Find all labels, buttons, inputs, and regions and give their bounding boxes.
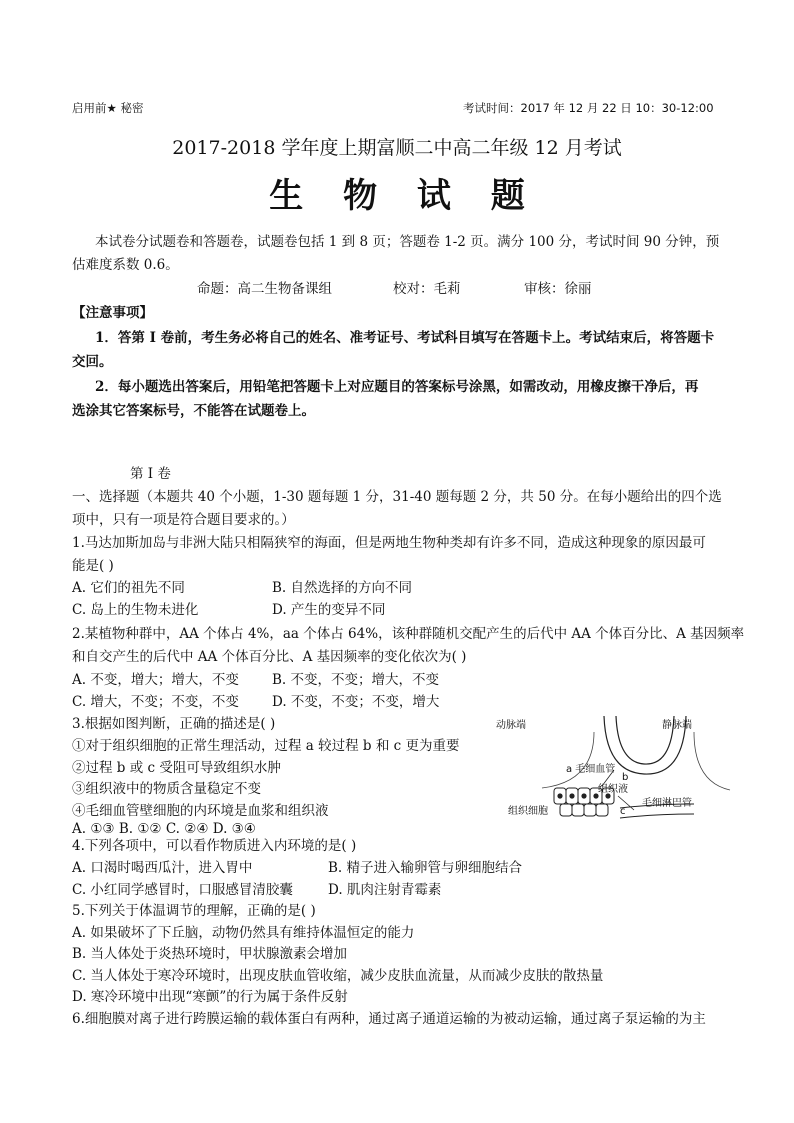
subject-title: 生 物 试 题 <box>269 176 539 216</box>
note-2-line-1: 2．每小题选出答案后，用铅笔把答题卡上对应题目的答案标号涂黑，如需改动，用橡皮擦干净后，再 <box>95 379 699 395</box>
credit-author: 命题：高二生物备课组 <box>197 281 332 297</box>
q1-stem-1: 1.马达加斯加岛与非洲大陆只相隔狭窄的海面，但是两地生物种类却有许多不同，造成这种现象的原因最可 <box>72 535 706 551</box>
q2-option-b: B. 不变，不变；增大，不变 <box>272 672 440 688</box>
exam-time: 考试时间：2017 年 12 月 22 日 10：30-12:00 <box>463 101 714 115</box>
label-capillary: a 毛细血管 <box>566 764 616 775</box>
intro-line-1: 本试卷分试题卷和答题卷，试题卷包括 1 到 8 页；答题卷 1-2 页。满分 100 分，考试时间 90 分钟，预 <box>95 234 720 250</box>
q4-option-a: A. 口渴时喝西瓜汁，进入胃中 <box>72 860 253 876</box>
q1-option-a: A. 它们的祖先不同 <box>72 580 185 596</box>
q1-stem-2: 能是( ) <box>72 558 114 574</box>
credit-review: 审核：徐丽 <box>524 281 592 297</box>
q2-option-d: D. 不变，不变；不变，增大 <box>272 694 440 710</box>
q1-option-d: D. 产生的变异不同 <box>272 602 386 618</box>
q3-statement-2: ②过程 b 或 c 受阻可导致组织水肿 <box>72 760 281 776</box>
q6-stem: 6.细胞膜对离子进行跨膜运输的载体蛋白有两种，通过离子通道运输的为被动运输，通过离子泵运输的为主 <box>72 1011 706 1027</box>
q3-statement-3: ③组织液中的物质含量稳定不变 <box>72 781 261 797</box>
q1-option-c: C. 岛上的生物未进化 <box>72 602 199 618</box>
q2-stem-2: 和自交产生的后代中 AA 个体百分比、A 基因频率的变化依次为( ) <box>72 649 467 665</box>
q5-option-c: C. 当人体处于寒冷环境时，出现皮肤血管收缩，减少皮肤血流量，从而减少皮肤的散热量 <box>72 968 604 984</box>
q4-stem: 4.下列各项中，可以看作物质进入内环境的是( ) <box>72 838 357 854</box>
q4-option-c: C. 小红同学感冒时，口服感冒清胶囊 <box>72 882 293 898</box>
q3-statement-4: ④毛细血管壁细胞的内环境是血浆和组织液 <box>72 803 329 819</box>
lymph-vessel-lower <box>620 814 694 818</box>
part-heading: 第 I 卷 <box>130 466 171 482</box>
section-line-1: 一、选择题（本题共 40 个小题，1-30 题每题 1 分，31-40 题每题 2 分，共 50 分。在每小题给出的四个选 <box>72 489 722 505</box>
q5-option-b: B. 当人体处于炎热环境时，甲状腺激素会增加 <box>72 946 348 962</box>
exam-title: 2017-2018 学年度上期富顺二中高二年级 12 月考试 <box>172 137 622 159</box>
label-cells: 组织细胞 <box>508 806 548 817</box>
q3-choices: A. ①③ B. ①② C. ②④ D. ③④ <box>72 821 256 837</box>
fluid-boundary-right <box>694 732 730 790</box>
label-b: b <box>622 772 629 783</box>
notes-heading: 【注意事项】 <box>72 305 153 321</box>
q3-statement-1: ①对于组织细胞的正常生理活动，过程 a 较过程 b 和 c 更为重要 <box>72 738 460 754</box>
note-2-line-2: 选涂其它答案标号，不能答在试题卷上。 <box>72 403 315 419</box>
note-1-line-1: 1．答第 I 卷前，考生务必将自己的姓名、准考证号、考试科目填写在答题卡上。考试结束后，将答题卡 <box>95 330 715 346</box>
q2-option-a: A. 不变，增大；增大，不变 <box>72 672 239 688</box>
confidential-label: 启用前★ 秘密 <box>72 101 144 115</box>
label-lymph: 毛细淋巴管 <box>642 798 692 809</box>
q3-stem: 3.根据如图判断，正确的描述是( ) <box>72 716 276 732</box>
capillary-diagram <box>494 712 734 828</box>
note-1-line-2: 交回。 <box>72 354 113 370</box>
q2-stem-1: 2.某植物种群中，AA 个体占 4%，aa 个体占 64%，该种群随机交配产生的后代中 AA 个体百分比、A 基因频率 <box>72 626 745 642</box>
label-fluid: 组织液 <box>598 784 628 795</box>
label-vein: 静脉端 <box>662 720 692 731</box>
q4-option-b: B. 精子进入输卵管与卵细胞结合 <box>328 860 523 876</box>
q5-stem: 5.下列关于体温调节的理解，正确的是( ) <box>72 903 316 919</box>
q1-option-b: B. 自然选择的方向不同 <box>272 580 413 596</box>
label-c: c <box>620 806 626 817</box>
q5-option-d: D. 寒冷环境中出现“寒颤”的行为属于条件反射 <box>72 989 348 1005</box>
section-line-2: 项中，只有一项是符合题目要求的。） <box>72 512 295 528</box>
intro-line-2: 估难度系数 0.6。 <box>72 257 179 273</box>
q5-option-a: A. 如果破坏了下丘脑，动物仍然具有维持体温恒定的能力 <box>72 925 415 941</box>
q2-option-c: C. 增大，不变；不变，不变 <box>72 694 239 710</box>
credit-proof: 校对：毛莉 <box>393 281 461 297</box>
label-artery: 动脉端 <box>496 720 526 731</box>
q4-option-d: D. 肌肉注射青霉素 <box>328 882 442 898</box>
fluid-boundary-left <box>542 732 594 788</box>
